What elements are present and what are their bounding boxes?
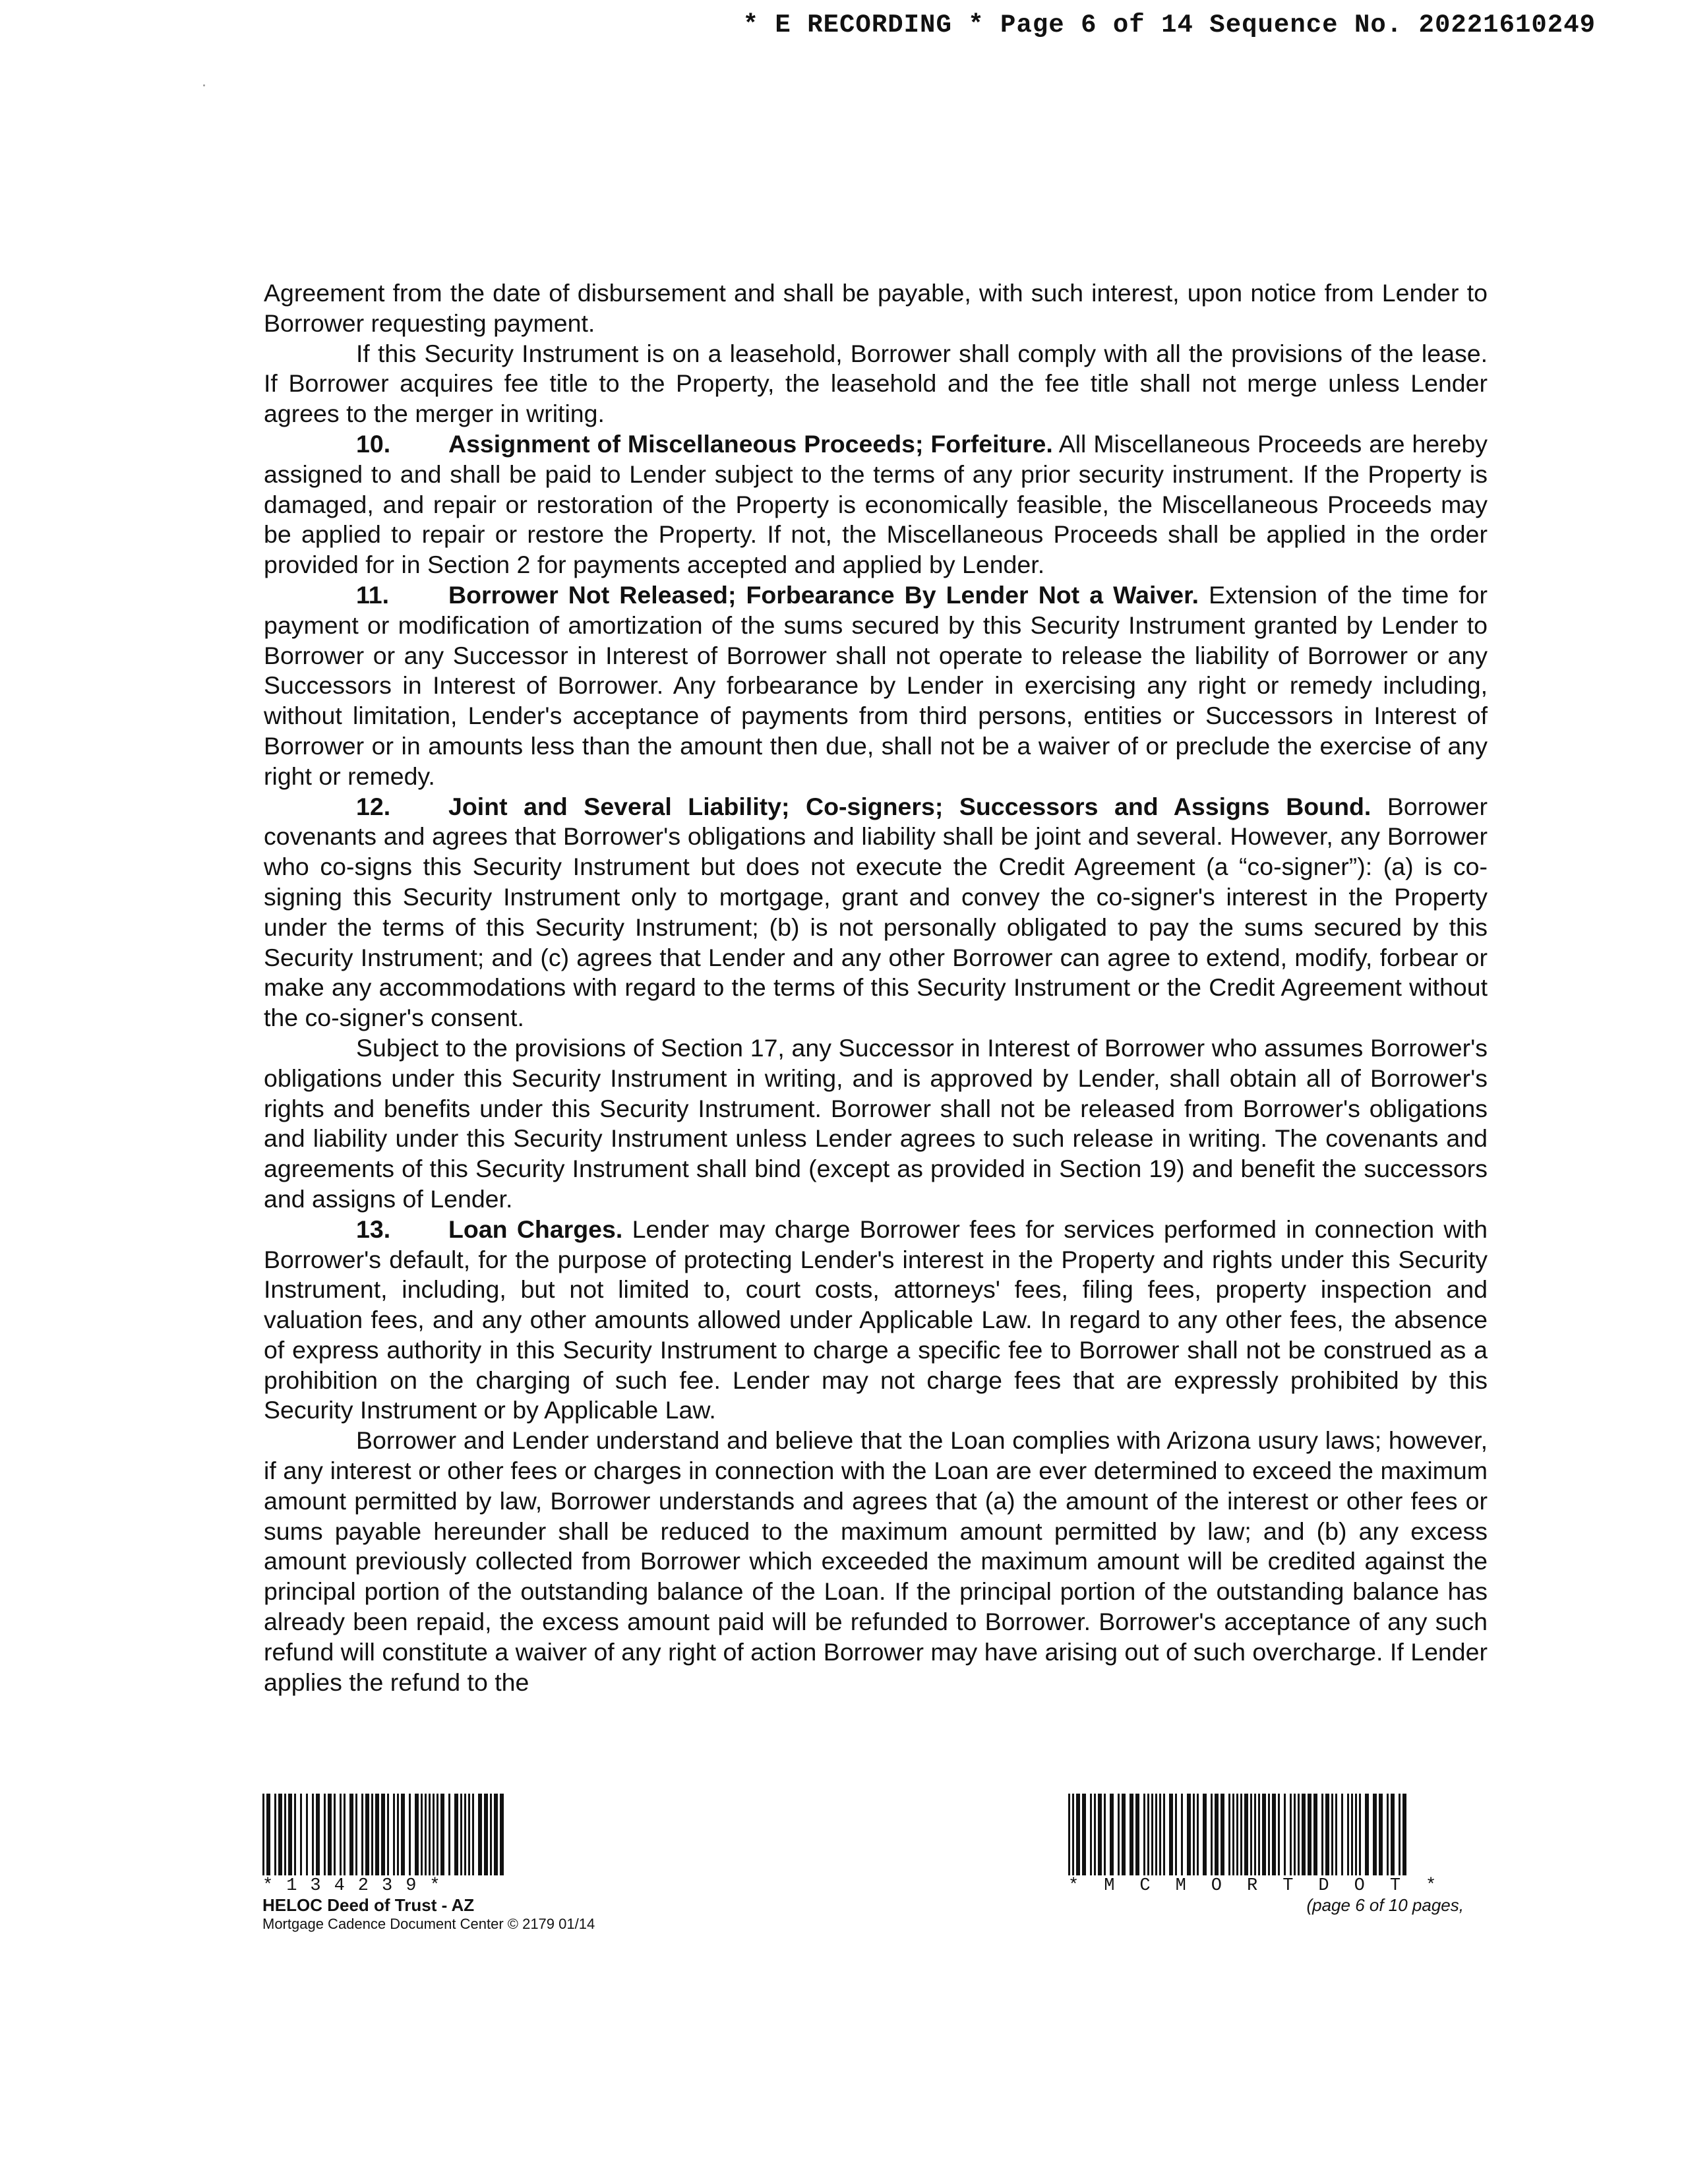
paragraph-continuation: Agreement from the date of disbursement and shall be payable, with such interest, upon notice from Lender to Borrower requesting payment.: [264, 279, 1488, 337]
document-body: [264, 278, 1488, 1697]
section-text: Extension of the time for payment or modification of amortization of the sums secured by this Security Instrument granted by Lender to Borrower or any Successor in Interest of Borrower shall not operate to release the liability of Borrower or any Successors in Interest of Borrower. Any forbearance by Lender in exercising any right or remedy including, without limitation, Lender's acceptance of payments from third persons, entities or Successors in Interest of Borrower or in amounts less than the amount then due, shall not be a waiver of or preclude the exercise of any right or remedy.: [264, 580, 1488, 790]
section-heading: Loan Charges.: [448, 1215, 623, 1243]
section-heading: Joint and Several Liability; Co-signers; Successors and Assigns Bound.: [448, 792, 1372, 820]
form-title: HELOC Deed of Trust - AZ: [262, 1895, 475, 1915]
barcode-gap: [1406, 1794, 1408, 1875]
barcode-right: [1068, 1794, 1503, 1875]
paragraph-leasehold: If this Security Instrument is on a leasehold, Borrower shall comply with all the provisions of the lease. If Borrower acquires fee title to the Property, the leasehold and the fee title shall not merge unless Lender agrees to the merger in writing.: [264, 339, 1488, 428]
section-11: [264, 580, 1488, 792]
scan-speck: [203, 84, 205, 86]
section-text: Lender may charge Borrower fees for services performed in connection with Borrower's default, for the purpose of protecting Lender's interest in the Property and rights under this Security Instrument, including, but not limited to, court costs, attorneys' fees, filing fees, property inspection and valuation fees, and any other amounts allowed under Applicable Law. In regard to any other fees, the absence of express authority in this Security Instrument to charge a specific fee to Borrower shall not be construed as a prohibition on the charging of such fee. Lender may not charge fees that are expressly prohibited by this Security Instrument or by Applicable Law.: [264, 1215, 1488, 1424]
section-text: Borrower covenants and agrees that Borrower's obligations and liability shall be joint and several. However, any Borrower who co-signs this Security Instrument but does not execute the Credit Agreement (a “co-signer”): (a) is co-signing this Security Instrument only to mortgage, grant and convey the co-signer's interest in the Property under the terms of this Security Instrument; (b) is not personally obligated to pay the sums secured by this Security Instrument; and (c) agrees that Lender and any other Borrower can agree to extend, modify, forbear or make any accommodations with regard to the terms of this Security Instrument or the Credit Agreement without the co-signer's consent.: [264, 792, 1488, 1032]
section-number: 13.: [356, 1215, 391, 1243]
recording-header: * E RECORDING * Page 6 of 14 Sequence No. 20221610249: [742, 11, 1596, 40]
section-number: 12.: [356, 792, 391, 820]
barcode-left-text: *134239*: [262, 1876, 454, 1896]
form-subtitle: Mortgage Cadence Document Center © 2179 01/14: [262, 1916, 595, 1932]
section-12-continued: Subject to the provisions of Section 17, any Successor in Interest of Borrower who assumes Borrower's obligations under this Security Instrument in writing, and is approved by Lender, shall obtain all of Borrower's rights and benefits under this Security Instrument. Borrower shall not be released from Borrower's obligations and liability under this Security Instrument unless Lender agrees to such release in writing. The covenants and agreements of this Security Instrument shall bind (except as provided in Section 19) and benefit the successors and assigns of Lender.: [264, 1033, 1488, 1213]
section-10: [264, 429, 1488, 580]
section-13-continued: Borrower and Lender understand and believe that the Loan complies with Arizona usury laws; however, if any interest or other fees or charges in connection with the Loan are ever determined to exceed the maximum amount permitted by law, Borrower understands and agrees that (a) the amount of the interest or other fees or sums payable hereunder shall be reduced to the maximum amount permitted by law; and (b) any excess amount previously collected from Borrower which exceeded the maximum amount will be credited against the principal portion of the outstanding balance of the Loan. If the principal portion of the outstanding balance has already been repaid, the excess amount paid will be refunded to Borrower. Borrower's acceptance of any such refund will constitute a waiver of any right of action Borrower may have arising out of such overcharge. If Lender applies the refund to the: [264, 1426, 1488, 1696]
barcode-gap: [504, 1794, 506, 1875]
page-count-note: (page 6 of 10 pages,: [1306, 1895, 1464, 1915]
barcode-right-text: *MCMORTDOT*: [1068, 1876, 1462, 1896]
section-heading: Borrower Not Released; Forbearance By Lender Not a Waiver.: [448, 580, 1199, 609]
footer-right: [1068, 1794, 1503, 1915]
section-number: 10.: [356, 429, 391, 458]
section-text: All Miscellaneous Proceeds are hereby assigned to and shall be paid to Lender subject to the terms of any prior security instrument. If the Property is damaged, and repair or restoration of the Property is economically feasible, the Miscellaneous Proceeds may be applied to repair or restore the Property. If not, the Miscellaneous Proceeds shall be applied in the order provided for in Section 2 for payments accepted and applied by Lender.: [264, 429, 1488, 579]
barcode-left: [262, 1794, 632, 1875]
section-number: 11.: [356, 580, 390, 609]
section-heading: Assignment of Miscellaneous Proceeds; Forfeiture.: [448, 429, 1053, 458]
footer-left: [262, 1794, 632, 1933]
section-12: [264, 792, 1488, 1033]
section-13: [264, 1215, 1488, 1426]
